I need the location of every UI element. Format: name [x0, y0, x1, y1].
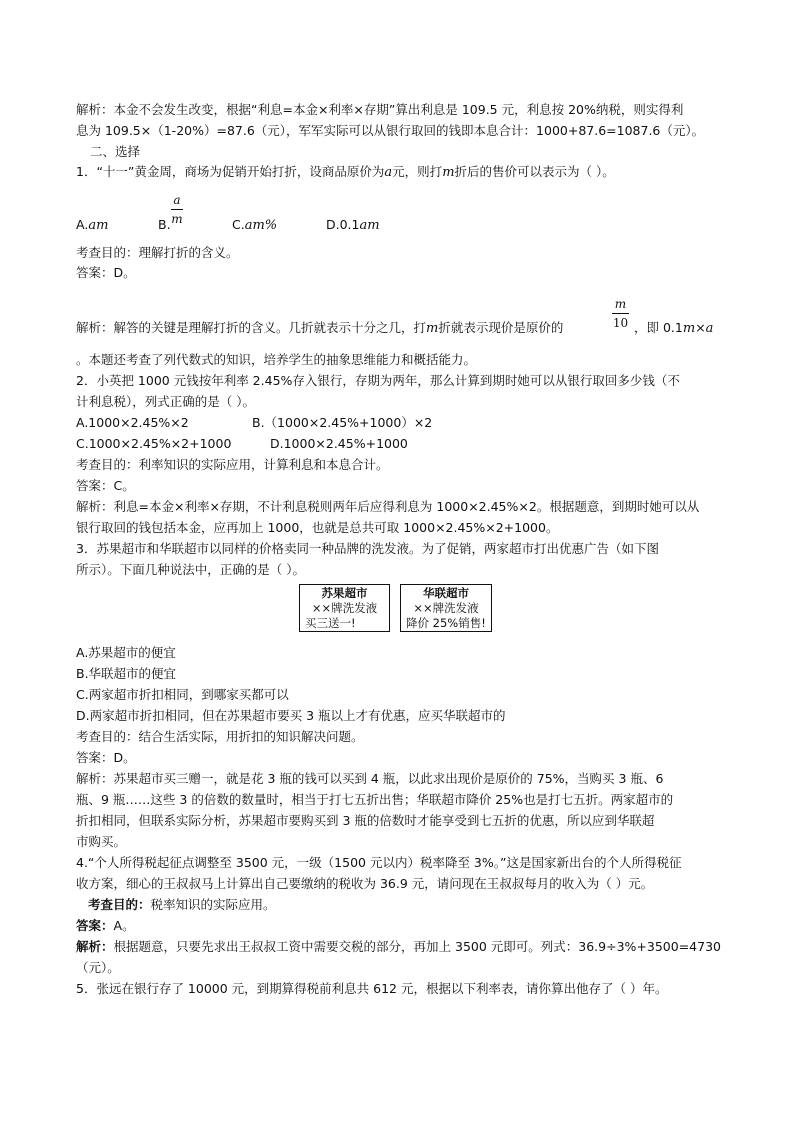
label-bold: 解析：	[76, 939, 114, 954]
math-var: m	[682, 321, 696, 336]
text-line: （元）。	[76, 960, 120, 975]
text: 折后的售价可以表示为（ ）。	[454, 164, 615, 179]
ad-box-hualian	[400, 584, 492, 632]
math-expr: am	[88, 218, 109, 233]
fraction-numerator: m	[614, 297, 627, 311]
option-b-fraction	[171, 193, 183, 226]
option-b: B.（1000×2.45%+1000）×2	[252, 415, 433, 430]
text-line: 收方案，细心的王叔叔马上计算出自己要缴纳的税收为 36.9 元，请问现在王叔叔每月的收入为（ ）元。	[76, 876, 654, 891]
analysis-tail	[634, 319, 713, 338]
answer-line: 答案：D。	[76, 265, 136, 280]
option-label: A.	[76, 217, 89, 232]
text-line: 折扣相同，但联系实际分析，苏果超市要购买到 3 瓶的倍数时才能享受到七五折的优惠，所以应到华联超	[76, 813, 655, 828]
text-line: 解析：本金不会发生改变，根据“利息=本金×利率×存期”算出利息是 109.5 元，利息按 20%纳税，则实得利	[76, 102, 684, 117]
text: 元，则打	[392, 164, 443, 179]
text: 解析：解答的关键是理解打折的含义。几折就表示十分之几，打	[76, 320, 427, 335]
option-b-label: B.	[158, 217, 171, 232]
fraction-bar	[171, 209, 183, 210]
option-a	[76, 216, 108, 235]
answer-line: 答案：D。	[76, 750, 136, 765]
section-heading: 二、选择	[90, 144, 141, 159]
text-line: 。本题还考查了列代数式的知识，培养学生的抽象思维能力和概括能力。	[76, 352, 477, 367]
ad-brand: ××牌洗发液	[413, 601, 479, 615]
analysis-fraction	[612, 297, 629, 330]
option-label: D.0.1	[326, 217, 360, 232]
text-line: 息为 109.5×（1-20%）=87.6（元），军军实际可以从银行取回的钱即本息合计：1000+87.6=1087.6（元）。	[76, 123, 705, 138]
question-5: 5．张远在银行存了 10000 元，到期算得税前利息共 612 元，根据以下利率表，请你算出他存了（ ）年。	[76, 981, 668, 996]
option-c	[232, 216, 277, 235]
label-bold: 答案：	[76, 918, 114, 933]
text: 税率知识的实际应用。	[150, 897, 276, 912]
option-d: D.1000×2.45%+1000	[270, 436, 408, 451]
math-var: m	[426, 321, 439, 336]
text-line: 所示）。下面几种说法中，正确的是（ ）。	[76, 562, 305, 577]
text-line: 计利息税），列式正确的是（ ）。	[76, 394, 255, 409]
math-var: a	[384, 165, 393, 180]
ad-box-suguo	[299, 584, 390, 632]
analysis-line: 解析：苏果超市买三赠一，就是花 3 瓶的钱可以买到 4 瓶，以此求出现价是原价的 75%，当购买 3 瓶、6	[76, 771, 664, 786]
text: ，即 0.1	[634, 320, 683, 335]
question-1	[76, 163, 615, 182]
text: 根据题意，只要先求出王叔叔工资中需要交税的部分，再加上 3500 元即可。列式：36.9÷3%+3500=4730	[113, 939, 721, 954]
question-4: 4.“个人所得税起征点调整至 3500 元，一级（1500 元以内）税率降至 3%。”这是国家新出台的个人所得税征	[76, 855, 682, 870]
purpose-line: 考查目的：结合生活实际，用折扣的知识解决问题。	[76, 729, 364, 744]
text: 1．“十一”黄金周，商场为促销开始打折，设商品原价为	[76, 164, 385, 179]
math-expr: am%	[244, 218, 278, 233]
ad-brand: ××牌洗发液	[311, 601, 378, 615]
option-c: C.两家超市折扣相同，到哪家买都可以	[76, 687, 289, 702]
label-bold: 考查目的：	[88, 897, 151, 912]
ad-store-name: 苏果超市	[321, 586, 368, 600]
text: 折就表示现价是原价的	[438, 320, 564, 335]
math-var: m	[442, 165, 455, 180]
option-d	[326, 216, 380, 235]
analysis-line	[76, 938, 721, 956]
math-expr: am	[359, 218, 380, 233]
ad-promo: 买三送一!	[305, 616, 356, 630]
fraction-denominator: m	[171, 212, 183, 226]
ad-promo: 降价 25%销售!	[406, 616, 486, 630]
option-a: A.苏果超市的便宜	[76, 645, 176, 660]
text-line: 银行取回的钱包括本金，应再加上 1000，也就是总共可取 1000×2.45%×2+1000。	[76, 520, 559, 535]
fraction-denominator: 10	[612, 316, 629, 330]
text: ×	[695, 320, 706, 335]
answer-line	[76, 917, 135, 935]
text: A。	[113, 918, 135, 933]
text-line: 瓶、9 瓶……这些 3 的倍数的数量时，相当于打七五折出售；华联超市降价 25%也是打七五折。两家超市的	[76, 792, 674, 807]
purpose-line	[88, 896, 276, 914]
option-d: D.两家超市折扣相同，但在苏果超市要买 3 瓶以上才有优惠，应买华联超市的	[76, 708, 506, 723]
purpose-line: 考查目的：利率知识的实际应用，计算利息和本息合计。	[76, 457, 389, 472]
option-label: C.	[232, 217, 245, 232]
ad-store-name: 华联超市	[423, 586, 469, 600]
option-b: B.华联超市的便宜	[76, 666, 177, 681]
question-3: 3．苏果超市和华联超市以同样的价格卖同一种品牌的洗发液。为了促销，两家超市打出优惠广告（如下图	[76, 541, 659, 556]
answer-line: 答案：C。	[76, 478, 135, 493]
question-2: 2．小英把 1000 元钱按年利率 2.45%存入银行，存期为两年，那么计算到期时她可以从银行取回多少钱（不	[76, 373, 680, 388]
option-a: A.1000×2.45%×2	[76, 415, 189, 430]
math-var: a	[705, 321, 714, 336]
text-line: 市购买。	[76, 834, 127, 849]
analysis-line: 解析：利息=本金×利率×存期，不计利息税则两年后应得利息为 1000×2.45%×2。根据题意，到期时她可以从	[76, 499, 700, 514]
fraction-bar	[612, 313, 629, 314]
fraction-numerator: a	[173, 193, 181, 207]
purpose-line: 考查目的：理解打折的含义。	[76, 245, 239, 260]
analysis-line	[76, 319, 563, 338]
option-c: C.1000×2.45%×2+1000	[76, 436, 232, 451]
